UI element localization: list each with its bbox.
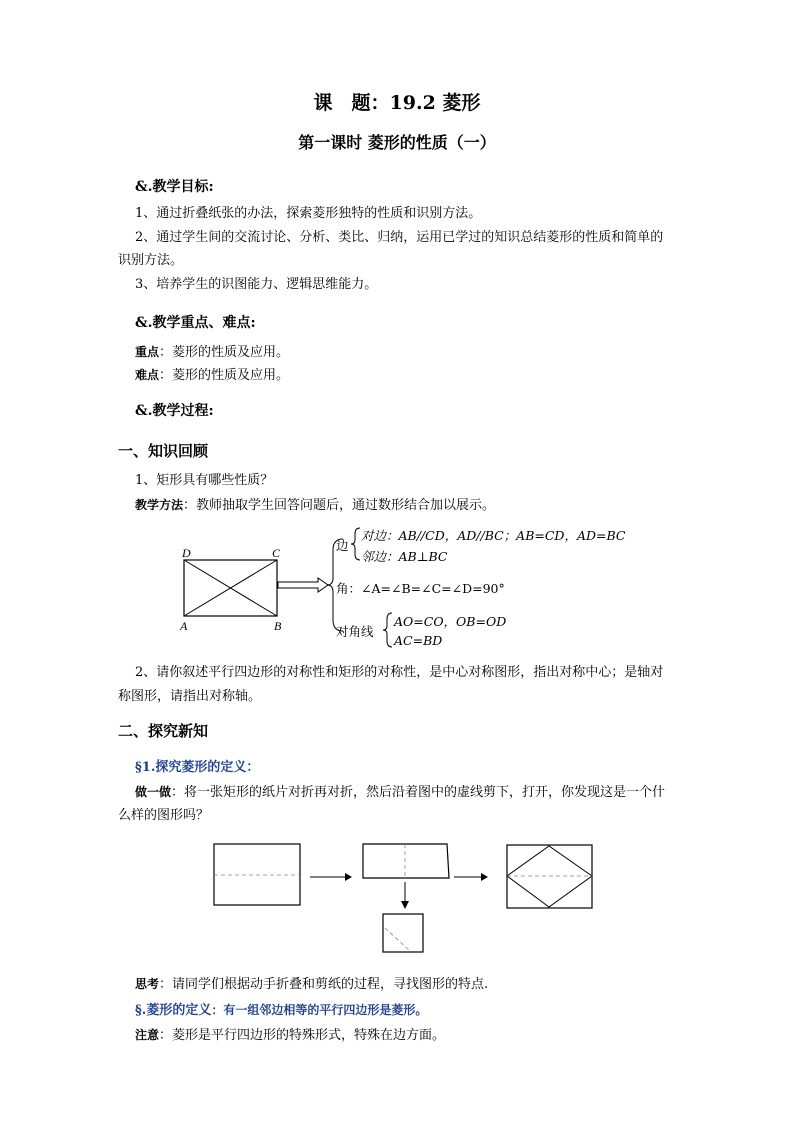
think-text: ：请同学们根据动手折叠和剪纸的过程，寻找图形的特点. bbox=[159, 977, 489, 992]
do-it-label: 做一做 bbox=[135, 785, 172, 799]
goal-item: 3、培养学生的识图能力、逻辑思维能力。 bbox=[135, 277, 378, 292]
difficult-point bbox=[135, 364, 289, 387]
vertex-label-a: A bbox=[180, 619, 188, 633]
teaching-method-label: 教学方法 bbox=[135, 498, 184, 512]
think bbox=[135, 973, 488, 996]
think-label: 思考 bbox=[135, 977, 160, 991]
focus-heading: &.教学重点、难点: bbox=[135, 315, 256, 331]
definition-label: §.菱形的定义 bbox=[135, 1003, 212, 1018]
note-text: ：菱形是平行四边形的特殊形式，特殊在边方面。 bbox=[159, 1028, 446, 1043]
process-heading: &.教学过程: bbox=[135, 403, 214, 419]
note bbox=[135, 1024, 445, 1047]
diagonal-label: 对角线 bbox=[336, 624, 374, 639]
note-label: 注意 bbox=[135, 1028, 160, 1042]
definition-text: ：有一组邻边相等的平行四边形是菱形。 bbox=[211, 1003, 428, 1017]
goals-heading: &.教学目标: bbox=[135, 179, 214, 195]
difficult-point-text: ：菱形的性质及应用。 bbox=[159, 368, 290, 383]
do-it bbox=[135, 781, 665, 804]
difficult-point-label: 难点 bbox=[135, 368, 160, 382]
angle-text: 角：∠A=∠B=∠C=∠D=90° bbox=[336, 581, 505, 596]
vertex-label-c: C bbox=[272, 546, 281, 560]
goal-item: 识别方法。 bbox=[118, 253, 184, 268]
explore-section-1: §1.探究菱形的定义： bbox=[135, 760, 260, 775]
side-adjacent-text: 邻边：AB⊥BC bbox=[361, 549, 448, 564]
page-title: 课 题：19.2 菱形 bbox=[313, 92, 481, 114]
page-subtitle: 第一课时 菱形的性质（一） bbox=[298, 133, 496, 152]
side-label: 边 bbox=[336, 538, 349, 553]
do-it-cont: 么样的图形吗？ bbox=[118, 808, 210, 823]
diagonal-text-2: AC=BD bbox=[394, 633, 443, 648]
vertex-label-b: B bbox=[274, 619, 282, 633]
paper-folding-figure bbox=[205, 838, 610, 960]
teaching-method-text: ：教师抽取学生回答问题后，通过数形结合加以展示。 bbox=[183, 498, 496, 513]
side-opposite-text: 对边：AB//CD，AD//BC；AB=CD，AD=BC bbox=[361, 528, 626, 543]
key-point-text: ：菱形的性质及应用。 bbox=[159, 345, 290, 360]
review-question-2-cont: 称图形，请指出对称轴。 bbox=[118, 689, 262, 704]
rectangle-properties-figure bbox=[170, 520, 670, 655]
key-point bbox=[135, 341, 289, 364]
do-it-text: ：将一张矩形的纸片对折再对折，然后沿着图中的虚线剪下，打开，你发现这是一个什 bbox=[171, 785, 666, 800]
folding-diagram bbox=[205, 838, 610, 960]
diagonal-text-1: AO=CO，OB=OD bbox=[394, 614, 507, 629]
review-question-1: 1、矩形具有哪些性质？ bbox=[135, 473, 274, 488]
key-point-label: 重点 bbox=[135, 345, 160, 359]
rhombus-definition bbox=[135, 999, 427, 1018]
teaching-method bbox=[135, 494, 495, 517]
goal-item: 1、通过折叠纸张的办法，探索菱形独特的性质和识别方法。 bbox=[135, 206, 482, 221]
review-heading: 一、知识回顾 bbox=[118, 442, 209, 460]
vertex-label-d: D bbox=[182, 546, 191, 560]
review-question-2: 2、请你叙述平行四边形的对称性和矩形的对称性，是中心对称图形，指出对称中心；是轴对 bbox=[135, 665, 664, 680]
explore-heading: 二、探究新知 bbox=[118, 722, 209, 740]
goal-item: 2、通过学生间的交流讨论、分析、类比、归纳，运用已学过的知识总结菱形的性质和简单的 bbox=[135, 230, 664, 245]
